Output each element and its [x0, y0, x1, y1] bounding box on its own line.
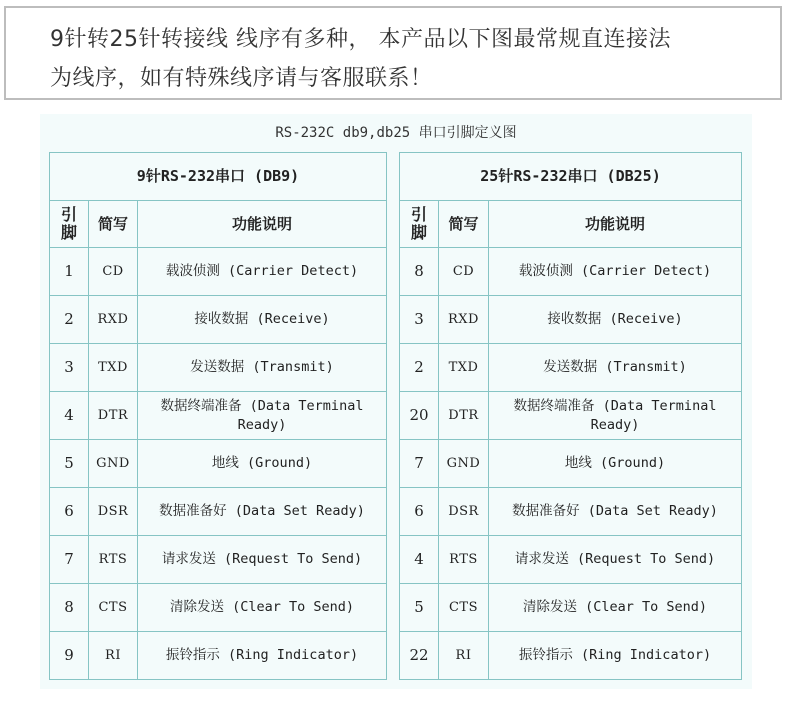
table-row [50, 488, 387, 536]
function-desc-cell: 请求发送 (Request To Send) [138, 536, 387, 584]
signal-abbr-cell: CD [89, 248, 138, 296]
table-row [400, 344, 742, 392]
pin-number-cell: 4 [400, 536, 439, 584]
notice-line-1: 9针转25针转接线 线序有多种， 本产品以下图最常规直连接法 [50, 27, 671, 52]
table-row [50, 440, 387, 488]
signal-abbr-cell: DSR [89, 488, 138, 536]
signal-abbr-cell: CTS [439, 584, 489, 632]
table-row [400, 392, 742, 440]
pin-number-cell: 9 [50, 632, 89, 680]
function-desc-cell: 接收数据 (Receive) [489, 296, 742, 344]
pin-header-text: 引脚 [61, 205, 78, 242]
table-row [50, 392, 387, 440]
function-desc-cell: 数据准备好 (Data Set Ready) [489, 488, 742, 536]
pin-number-cell: 3 [50, 344, 89, 392]
db9-table-body [50, 248, 387, 680]
function-desc-cell: 接收数据 (Receive) [138, 296, 387, 344]
signal-abbr-cell: RXD [439, 296, 489, 344]
function-desc-cell: 清除发送 (Clear To Send) [489, 584, 742, 632]
abbr-column-header: 简写 [439, 201, 489, 248]
pin-number-cell: 22 [400, 632, 439, 680]
db9-header-row [50, 201, 387, 248]
db25-table-body [400, 248, 742, 680]
abbr-column-header: 简写 [89, 201, 138, 248]
table-row [50, 584, 387, 632]
function-desc-cell: 数据准备好 (Data Set Ready) [138, 488, 387, 536]
signal-abbr-cell: CTS [89, 584, 138, 632]
table-row [400, 488, 742, 536]
pin-number-cell: 5 [400, 584, 439, 632]
desc-column-header: 功能说明 [138, 201, 387, 248]
pin-number-cell: 8 [50, 584, 89, 632]
notice-line-2: 为线序，如有特殊线序请与客服联系！ [50, 66, 433, 91]
signal-abbr-cell: TXD [439, 344, 489, 392]
pin-number-cell: 8 [400, 248, 439, 296]
function-desc-cell: 载波侦测 (Carrier Detect) [489, 248, 742, 296]
pin-number-cell: 4 [50, 392, 89, 440]
db25-header-row [400, 201, 742, 248]
table-row [50, 344, 387, 392]
signal-abbr-cell: GND [89, 440, 138, 488]
signal-abbr-cell: DSR [439, 488, 489, 536]
db25-table-title: 25针RS-232串口 (DB25) [400, 153, 742, 201]
function-desc-cell: 请求发送 (Request To Send) [489, 536, 742, 584]
signal-abbr-cell: DTR [439, 392, 489, 440]
function-desc-cell: 载波侦测 (Carrier Detect) [138, 248, 387, 296]
signal-abbr-cell: RTS [439, 536, 489, 584]
db9-pin-table [49, 152, 387, 680]
signal-abbr-cell: RI [439, 632, 489, 680]
pin-number-cell: 1 [50, 248, 89, 296]
table-row [400, 584, 742, 632]
table-row [50, 248, 387, 296]
desc-column-header: 功能说明 [489, 201, 742, 248]
pin-number-cell: 5 [50, 440, 89, 488]
function-desc-cell: 数据终端准备 (Data Terminal Ready) [138, 392, 387, 440]
pin-number-cell: 7 [400, 440, 439, 488]
signal-abbr-cell: RI [89, 632, 138, 680]
function-desc-cell: 数据终端准备 (Data Terminal Ready) [489, 392, 742, 440]
table-row [50, 536, 387, 584]
pin-number-cell: 6 [400, 488, 439, 536]
function-desc-cell: 地线 (Ground) [489, 440, 742, 488]
signal-abbr-cell: TXD [89, 344, 138, 392]
function-desc-cell: 振铃指示 (Ring Indicator) [138, 632, 387, 680]
pin-number-cell: 2 [400, 344, 439, 392]
diagram-caption: RS-232C db9,db25 串口引脚定义图 [275, 125, 517, 141]
signal-abbr-cell: CD [439, 248, 489, 296]
table-row [400, 536, 742, 584]
pin-header-text: 引脚 [411, 205, 428, 242]
pin-number-cell: 2 [50, 296, 89, 344]
signal-abbr-cell: RTS [89, 536, 138, 584]
table-row [50, 296, 387, 344]
pin-number-cell: 20 [400, 392, 439, 440]
db25-pin-table [399, 152, 742, 680]
pin-number-cell: 7 [50, 536, 89, 584]
function-desc-cell: 清除发送 (Clear To Send) [138, 584, 387, 632]
table-row [50, 632, 387, 680]
signal-abbr-cell: GND [439, 440, 489, 488]
table-row [400, 296, 742, 344]
pin-number-cell: 3 [400, 296, 439, 344]
signal-abbr-cell: RXD [89, 296, 138, 344]
pin-column-header [400, 201, 439, 248]
function-desc-cell: 地线 (Ground) [138, 440, 387, 488]
function-desc-cell: 发送数据 (Transmit) [138, 344, 387, 392]
db9-table-title: 9针RS-232串口 (DB9) [50, 153, 387, 201]
pinout-diagram [40, 114, 752, 689]
table-row [400, 440, 742, 488]
function-desc-cell: 振铃指示 (Ring Indicator) [489, 632, 742, 680]
wiring-notice [4, 6, 782, 100]
function-desc-cell: 发送数据 (Transmit) [489, 344, 742, 392]
table-row [400, 632, 742, 680]
table-row [400, 248, 742, 296]
pin-number-cell: 6 [50, 488, 89, 536]
signal-abbr-cell: DTR [89, 392, 138, 440]
pin-column-header [50, 201, 89, 248]
